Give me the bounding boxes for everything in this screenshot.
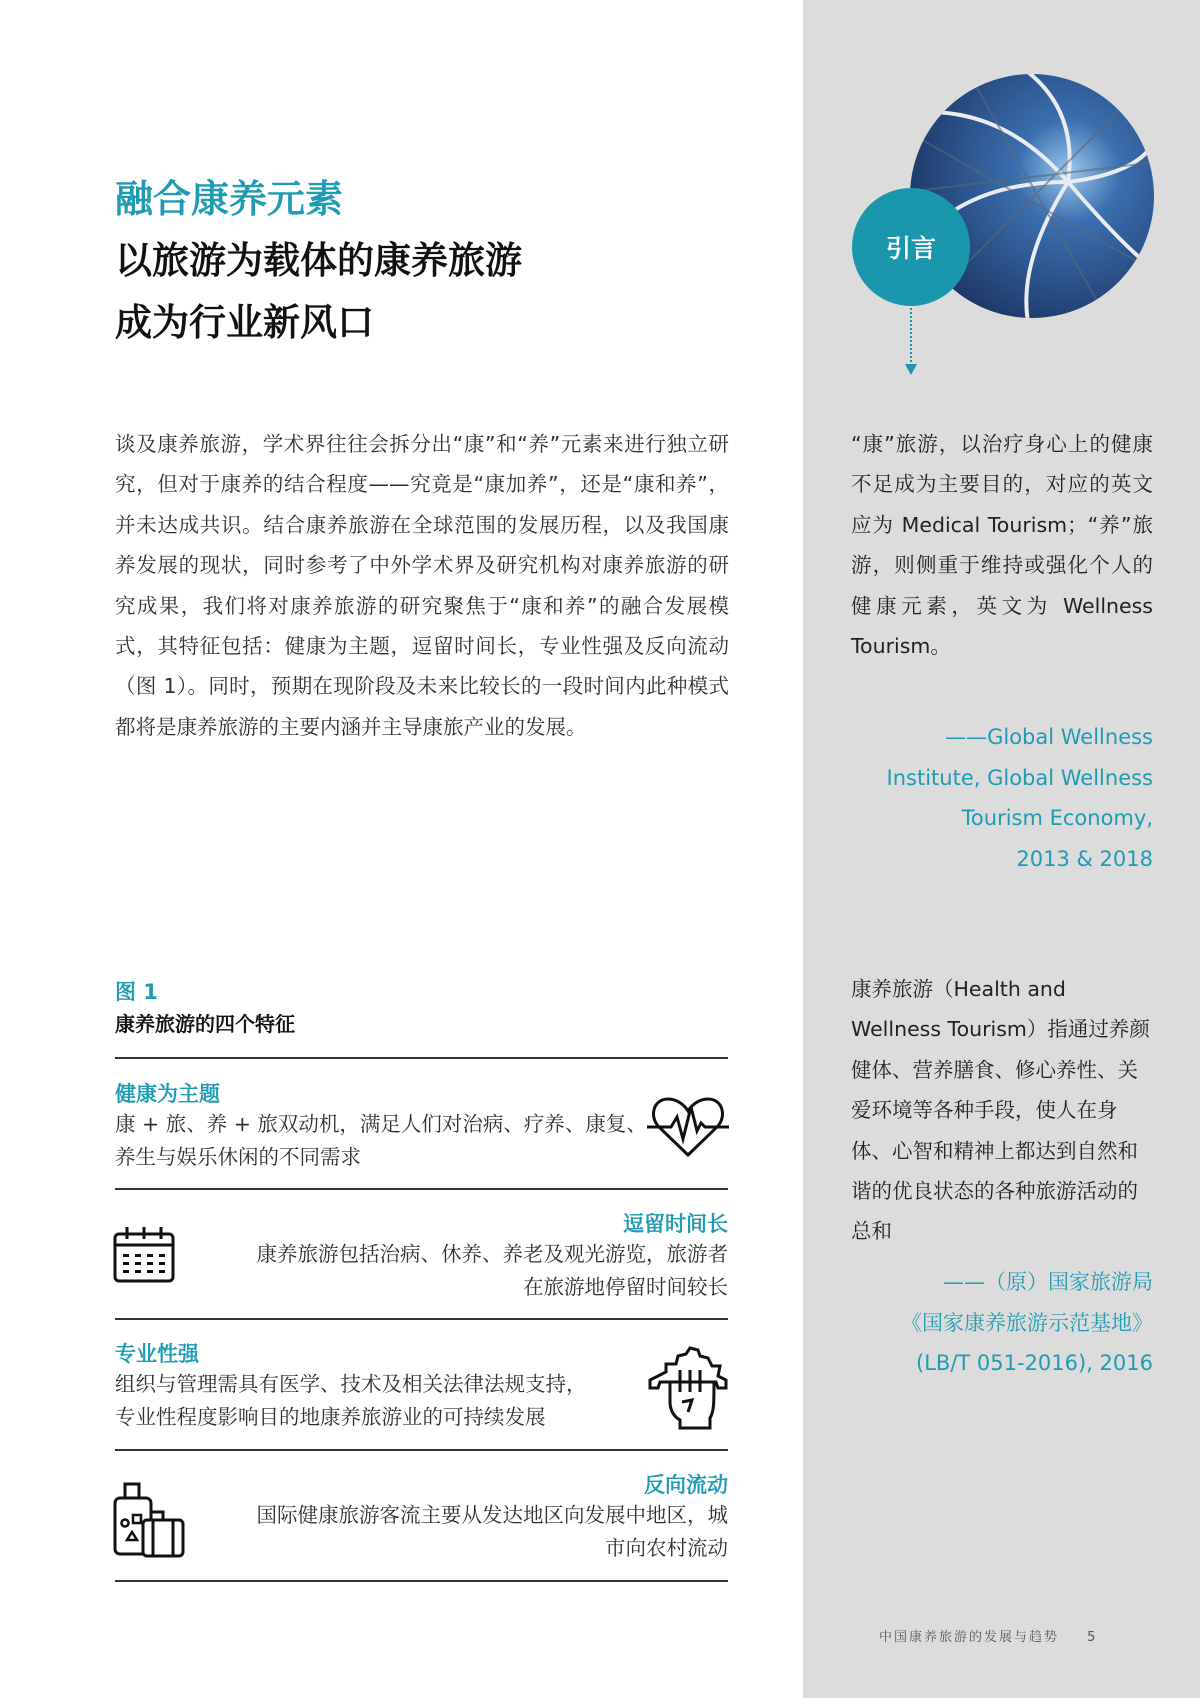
page-title-line2: 成为行业新风口 [115, 301, 374, 344]
feature-long-stay [115, 1208, 728, 1303]
heartbeat-icon [647, 1093, 729, 1159]
quote-medical-wellness: “康”旅游，以治疗身心上的健康不足成为主要目的，对应的英文应为 Medical Tourism；“养”旅游，则侧重于维持或强化个人的健康元素，英文为 Wellness Tourism。 [851, 432, 1153, 659]
feature-text: 康养旅游包括治病、休养、养老及观光游览，旅游者 [256, 1242, 728, 1266]
intro-paragraph: 谈及康养旅游，学术界往往会拆分出“康”和“养”元素来进行独立研究，但对于康养的结合程度——究竟是“康加养”，还是“康和养”，并未达成共识。结合康养旅游在全球范围的发展历程，以及我国康养发展的现状，同时参考了中外学术界及研究机构对康养旅游的研究成果，我们将对康养旅游的研究聚焦于“康和养”的融合发展模式，其特征包括：健康为主题，逗留时间长，专业性强及反向流动（图 1）。同时，预期在现阶段及未来比较长的一段时间内此种模式都将是康养旅游的主要内涵并主导康旅产业的发展。 [115, 432, 729, 739]
calendar-icon [113, 1226, 177, 1284]
feature-reverse-flow [115, 1469, 728, 1564]
section-kicker: 融合康养元素 [115, 177, 344, 221]
divider [115, 1057, 728, 1059]
feature-health-theme [115, 1078, 728, 1173]
feature-heading: 健康为主题 [115, 1082, 220, 1106]
figure-title: 康养旅游的四个特征 [115, 1012, 295, 1036]
intro-badge: 引言 [852, 188, 970, 306]
figure-label: 图 1 [115, 980, 158, 1004]
citation-line: 2013 & 2018 [1016, 846, 1153, 871]
feature-heading: 逗留时间长 [623, 1212, 728, 1236]
feature-text: 康 + 旅、养 + 旅双动机，满足人们对治病、疗养、康复、 [115, 1112, 647, 1136]
citation-line: Tourism Economy, [961, 806, 1153, 831]
citation-line: ——Global Wellness [945, 725, 1153, 749]
feature-heading: 专业性强 [115, 1342, 199, 1366]
feature-text: 市向农村流动 [605, 1535, 728, 1560]
feature-text: 组织与管理需具有医学、技术及相关法律法规支持， [115, 1372, 587, 1396]
citation-line: 《国家康养旅游示范基地》 [901, 1310, 1153, 1335]
divider [115, 1188, 728, 1190]
citation-line: ——（原）国家旅游局 [943, 1270, 1153, 1294]
citation-line: Institute, Global Wellness [886, 765, 1153, 790]
citation-line: (LB/T 051-2016), 2016 [916, 1351, 1153, 1376]
divider [115, 1449, 728, 1451]
page-number: 5 [1087, 1630, 1098, 1645]
citation-cnta [851, 1262, 1153, 1384]
divider [115, 1318, 728, 1320]
dotted-connector [910, 308, 912, 366]
arrow-down-icon [905, 364, 917, 375]
feature-text: 养生与娱乐休闲的不同需求 [115, 1144, 361, 1169]
feature-professional [115, 1338, 728, 1433]
feature-text: 国际健康旅游客流主要从发达地区向发展中地区，城 [256, 1503, 728, 1527]
citation-gwi [851, 717, 1153, 879]
feature-text: 专业性程度影响目的地康养旅游业的可持续发展 [115, 1404, 546, 1429]
gear-fist-icon [646, 1346, 730, 1430]
definition-quote: 康养旅游（Health and Wellness Tourism）指通过养颜健体、营养膳食、修心养性、关爱环境等各种手段，使人在身体、心智和精神上都达到自然和谐的优良状态的各种旅游活动的总和 [851, 977, 1150, 1244]
feature-text: 在旅游地停留时间较长 [523, 1274, 728, 1299]
divider [115, 1580, 728, 1582]
page-title-line1: 以旅游为载体的康养旅游 [115, 239, 522, 282]
page-footer [879, 1626, 1097, 1645]
feature-heading: 反向流动 [644, 1473, 728, 1497]
luggage-icon [113, 1482, 193, 1562]
footer-title: 中国康养旅游的发展与趋势 [879, 1630, 1060, 1645]
